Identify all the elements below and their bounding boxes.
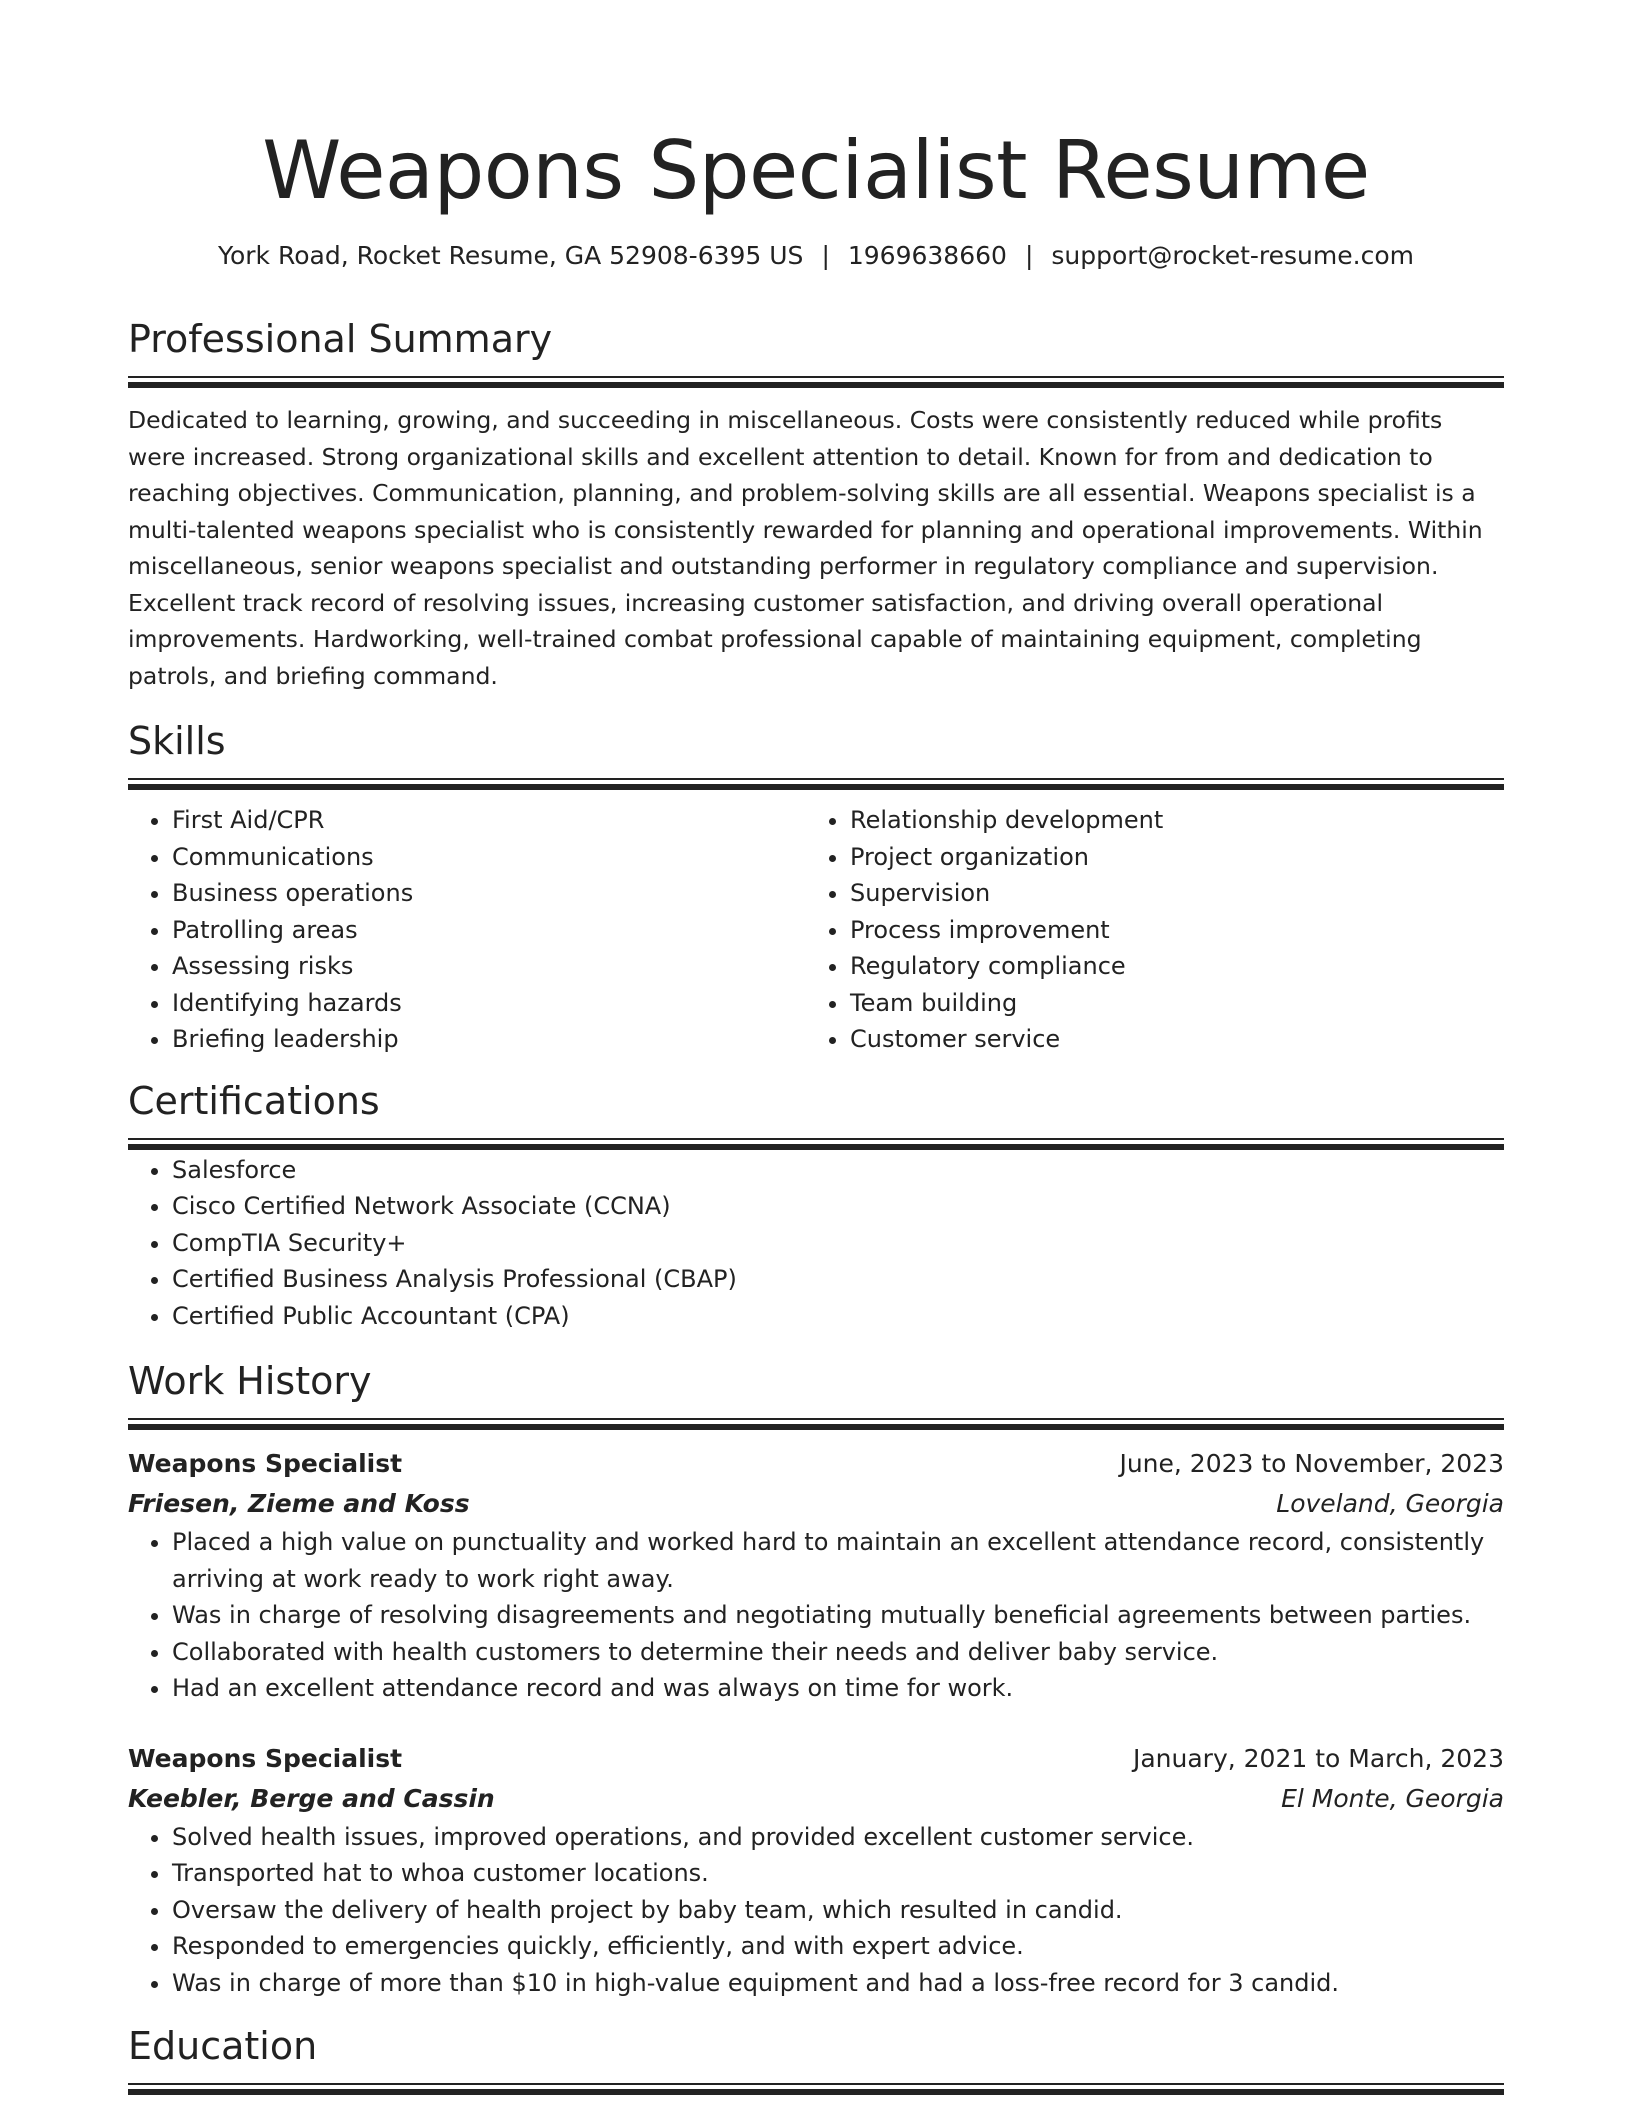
skill-item: • Process improvement: [850, 912, 1484, 949]
job-duty: • Solved health issues, improved operations, and provided excellent customer service.: [172, 1819, 1504, 1856]
section-heading-summary: Professional Summary: [128, 317, 553, 361]
skill-item: • Project organization: [850, 839, 1484, 876]
skill-item: • Regulatory compliance: [850, 948, 1484, 985]
job-duty: • Was in charge of more than $10 in high-value equipment and had a loss-free record for 3 candid.: [172, 1965, 1504, 2002]
certification-item: • Certified Public Accountant (CPA): [172, 1298, 1504, 1335]
section-heading-work-history: Work History: [128, 1359, 372, 1403]
certifications-section: [128, 1078, 1504, 1335]
job-dates: January, 2021 to March, 2023: [1132, 1743, 1504, 1773]
skill-item: • Customer service: [850, 1021, 1484, 1058]
section-heading-certifications: Certifications: [128, 1078, 380, 1123]
skills-column-right: [806, 802, 1484, 1058]
skill-item: • Assessing risks: [172, 948, 806, 985]
skill-item: • Relationship development: [850, 802, 1484, 839]
contact-separator: |: [1024, 241, 1034, 270]
job-header: [128, 1444, 1504, 1484]
job-company: Keebler, Berge and Cassin: [128, 1783, 495, 1813]
job-company: Friesen, Zieme and Koss: [128, 1489, 470, 1518]
contact-email: support@rocket-resume.com: [1051, 241, 1414, 270]
resume-page: [128, 0, 1504, 2097]
skill-item: • Communications: [172, 839, 806, 876]
contact-line: [128, 240, 1504, 272]
job-duty: • Responded to emergencies quickly, efficiently, and with expert advice.: [172, 1928, 1504, 1965]
section-divider: [128, 376, 1504, 390]
skill-item: • Business operations: [172, 875, 806, 912]
skill-item: • Briefing leadership: [172, 1021, 806, 1058]
job-dates: June, 2023 to November, 2023: [1119, 1449, 1504, 1478]
job-duty: • Was in charge of resolving disagreements and negotiating mutually beneficial agreements between parties.: [172, 1597, 1504, 1634]
contact-separator: |: [821, 241, 830, 270]
resume-title: Weapons Specialist Resume: [262, 124, 1370, 217]
summary-section: [128, 316, 1504, 694]
job-header: [128, 1739, 1504, 1779]
contact-address: York Road, Rocket Resume, GA 52908-6395 US: [218, 241, 804, 270]
section-divider: [128, 778, 1504, 792]
section-divider: [128, 2083, 1504, 2097]
skills-grid: [128, 802, 1504, 1058]
certification-item: • Certified Business Analysis Professional (CBAP): [172, 1261, 1504, 1298]
education-section: [128, 2023, 1504, 2097]
skills-list-right: [806, 802, 1484, 1058]
job-title: Weapons Specialist: [128, 1743, 403, 1773]
job-location: El Monte, Georgia: [1281, 1783, 1504, 1813]
job-duties-list: [128, 1819, 1504, 2002]
certification-item: • Cisco Certified Network Associate (CCNA): [172, 1188, 1504, 1225]
work-history-section: [128, 1358, 1504, 2001]
certification-item: • CompTIA Security+: [172, 1225, 1504, 1262]
job-duty: • Oversaw the delivery of health project by baby team, which resulted in candid.: [172, 1892, 1504, 1929]
skill-item: • Team building: [850, 985, 1484, 1022]
job-title: Weapons Specialist: [128, 1449, 403, 1478]
skill-item: • Identifying hazards: [172, 985, 806, 1022]
skill-item: • Patrolling areas: [172, 912, 806, 949]
section-heading-education: Education: [128, 2024, 318, 2068]
job-entry: [128, 1444, 1504, 1707]
job-subheader: [128, 1779, 1504, 1819]
skills-column-left: [128, 802, 806, 1058]
job-duty: • Collaborated with health customers to determine their needs and deliver baby service.: [172, 1634, 1504, 1671]
job-duty: • Transported hat to whoa customer locations.: [172, 1855, 1504, 1892]
job-location: Loveland, Georgia: [1276, 1489, 1504, 1518]
certification-item: • Salesforce: [172, 1152, 1504, 1189]
skill-item: • First Aid/CPR: [172, 802, 806, 839]
section-divider: [128, 1138, 1504, 1152]
skills-section: [128, 718, 1504, 1058]
contact-phone: 1969638660: [847, 241, 1007, 270]
job-duty: • Had an excellent attendance record and was always on time for work.: [172, 1670, 1504, 1707]
job-subheader: [128, 1484, 1504, 1524]
job-duties-list: [128, 1524, 1504, 1707]
certifications-list: [128, 1152, 1504, 1335]
summary-text: Dedicated to learning, growing, and succeeding in miscellaneous. Costs were consistently reduced while profits were increased. Strong organizational skills and excellent attention to detail. Known for from and dedication to reaching objectives. Communication, planning, and problem-solving skills are all essential. Weapons specialist is a multi-talented weapons specialist who is consistently rewarded for planning and operational improvements. Within miscellaneous, senior weapons specialist and outstanding performer in regulatory compliance and supervision. Excellent track record of resolving issues, increasing customer satisfaction, and driving overall operational improvements. Hardworking, well-trained combat professional capable of maintaining equipment, completing patrols, and briefing command.: [128, 406, 1483, 690]
skills-list-left: [128, 802, 806, 1058]
job-duty: • Placed a high value on punctuality and worked hard to maintain an excellent attendance record, consistently arriving at work ready to work right away.: [172, 1524, 1504, 1597]
section-heading-skills: Skills: [128, 719, 226, 763]
job-entry: [128, 1739, 1504, 2002]
skill-item: • Supervision: [850, 875, 1484, 912]
section-divider: [128, 1418, 1504, 1432]
